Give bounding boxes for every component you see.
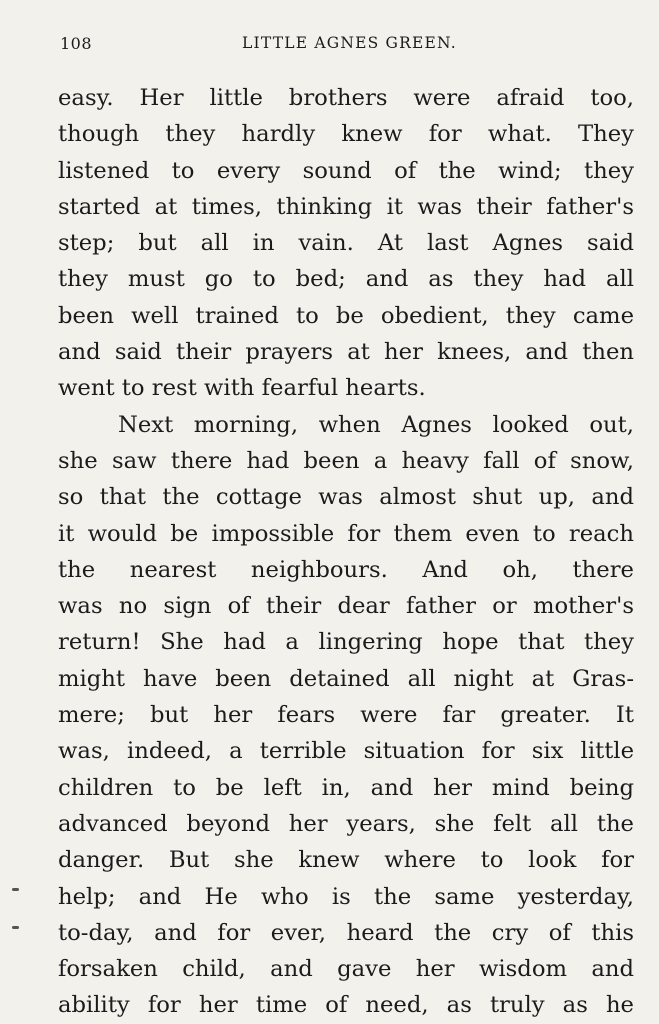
body-text bbox=[58, 80, 634, 1024]
page-number: 108 bbox=[60, 34, 93, 53]
text-line-1: easy. Her little brothers were afraid too, bbox=[58, 85, 634, 111]
text-line-10: Next morning, when Agnes looked out, bbox=[118, 411, 634, 438]
text-line-9: went to rest with fearful hearts. bbox=[58, 375, 426, 402]
text-line-3: listened to every sound of the wind; they bbox=[58, 157, 634, 184]
text-line-22: danger. But she knew where to look for bbox=[58, 847, 634, 874]
text-line-15: was no sign of their dear father or mother's bbox=[58, 593, 634, 620]
running-head bbox=[0, 34, 659, 58]
text-line-25: forsaken child, and gave her wisdom and bbox=[58, 956, 634, 983]
text-line-21: advanced beyond her years, she felt all the bbox=[58, 810, 634, 837]
running-head-title: LITTLE AGNES GREEN. bbox=[242, 34, 457, 52]
margin-speck-top bbox=[12, 888, 19, 891]
text-line-12: so that the cottage was almost shut up, and bbox=[58, 484, 634, 511]
margin-speck-bottom bbox=[12, 926, 19, 929]
text-line-24: to-day, and for ever, heard the cry of this bbox=[58, 919, 634, 946]
text-line-14: the nearest neighbours. And oh, there bbox=[58, 556, 634, 583]
text-line-13: it would be impossible for them even to reach bbox=[58, 520, 634, 547]
text-line-6: they must go to bed; and as they had all bbox=[58, 266, 634, 293]
text-line-16: return! She had a lingering hope that they bbox=[58, 629, 634, 656]
text-line-26: ability for her time of need, as truly as he bbox=[58, 992, 634, 1019]
text-line-17: might have been detained all night at Gras- bbox=[58, 665, 634, 692]
text-line-4: started at times, thinking it was their father's bbox=[58, 193, 634, 220]
text-line-8: and said their prayers at her knees, and then bbox=[58, 339, 634, 366]
text-line-7: been well trained to be obedient, they came bbox=[58, 302, 634, 329]
text-line-18: mere; but her fears were far greater. It bbox=[58, 702, 634, 729]
text-line-23: help; and He who is the same yesterday, bbox=[58, 883, 634, 910]
text-line-19: was, indeed, a terrible situation for six little bbox=[58, 738, 634, 765]
text-line-2: though they hardly knew for what. They bbox=[58, 121, 634, 148]
text-line-11: she saw there had been a heavy fall of snow, bbox=[58, 447, 634, 474]
text-line-5: step; but all in vain. At last Agnes said bbox=[58, 230, 634, 257]
text-line-20: children to be left in, and her mind being bbox=[58, 774, 634, 801]
